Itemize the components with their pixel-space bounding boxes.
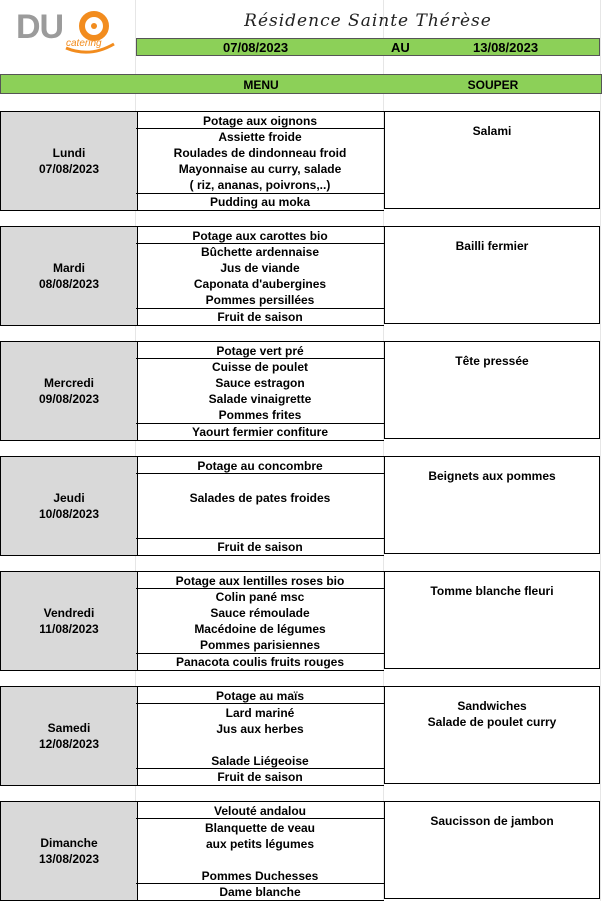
- menu-item: Velouté andalou: [213, 804, 306, 818]
- menu-item: Potage aux lentilles roses bio: [175, 574, 345, 588]
- menu-item: Pudding au moka: [209, 195, 310, 209]
- day-name: Samedi: [47, 721, 91, 735]
- menu-item: Potage aux oignons: [202, 114, 317, 128]
- menu-item: Potage vert pré: [216, 344, 304, 358]
- day-name: Mercredi: [43, 376, 95, 390]
- menu-item: Potage au maïs: [215, 689, 305, 703]
- menu-item: Fruit de saison: [217, 540, 303, 554]
- souper-cell: [384, 571, 600, 669]
- souper-column-header: SOUPER: [467, 78, 519, 92]
- menu-item: Pommes Duchesses: [201, 869, 319, 883]
- day-name: Vendredi: [43, 606, 95, 620]
- menu-item: Assiette froide: [218, 130, 302, 144]
- souper-cell: [384, 111, 600, 209]
- day-cell: [0, 686, 138, 786]
- date-range-bar: [136, 38, 600, 56]
- menu-item: ( riz, ananas, poivrons,..): [189, 178, 331, 192]
- souper-item: Saucisson de jambon: [430, 814, 554, 828]
- day-block: [0, 686, 602, 784]
- menu-item: Jus aux herbes: [216, 722, 304, 736]
- souper-cell: [384, 341, 600, 439]
- souper-cell: [384, 226, 600, 324]
- menu-column-header: MENU: [243, 78, 279, 92]
- svg-text:DU: DU: [16, 8, 64, 46]
- menu-item: Blanquette de veau: [204, 821, 316, 835]
- day-cell: [0, 341, 138, 441]
- day-block: [0, 571, 602, 669]
- day-date: 10/08/2023: [38, 507, 100, 521]
- souper-item: Tête pressée: [455, 354, 529, 368]
- souper-cell: [384, 686, 600, 784]
- souper-item: Sandwiches: [457, 699, 527, 713]
- menu-item: aux petits légumes: [205, 837, 315, 851]
- day-date: 13/08/2023: [38, 852, 100, 866]
- menu-cell: [136, 456, 384, 556]
- day-block: [0, 341, 602, 439]
- menu-item: Dame blanche: [219, 885, 301, 899]
- page-title: Résidence Sainte Thérèse: [244, 11, 492, 31]
- duo-catering-logo: [14, 6, 122, 58]
- menu-item: Salades de pates froides: [189, 491, 331, 505]
- day-name: Jeudi: [53, 491, 85, 505]
- menu-item: Caponata d'aubergines: [193, 277, 327, 291]
- menu-item: Salade Liégeoise: [211, 754, 309, 768]
- menu-item: Fruit de saison: [217, 310, 303, 324]
- souper-cell: [384, 801, 600, 899]
- menu-item: Roulades de dindonneau froid: [173, 146, 347, 160]
- day-block: [0, 801, 602, 899]
- menu-cell: [136, 686, 384, 786]
- day-name: Dimanche: [40, 836, 98, 850]
- menu-cell: [136, 801, 384, 901]
- day-cell: [0, 801, 138, 901]
- menu-item: Macédoine de légumes: [194, 622, 326, 636]
- souper-item: Salade de poulet curry: [427, 715, 557, 729]
- menu-cell: [136, 571, 384, 671]
- menu-item: Cuisse de poulet: [211, 360, 309, 374]
- day-block: [0, 111, 602, 209]
- day-cell: [0, 111, 138, 211]
- day-date: 07/08/2023: [38, 162, 100, 176]
- menu-item: Fruit de saison: [217, 770, 303, 784]
- souper-item: Tomme blanche fleuri: [430, 584, 554, 598]
- menu-item: Pommes persillées: [205, 293, 315, 307]
- menu-item: Bûchette ardennaise: [200, 245, 320, 259]
- menu-cell: [136, 226, 384, 326]
- menu-item: Sauce rémoulade: [210, 606, 310, 620]
- date-separator: AU: [391, 40, 410, 55]
- menu-item: Colin pané msc: [215, 590, 305, 604]
- column-header-bar: [0, 74, 602, 94]
- day-block: [0, 226, 602, 324]
- menu-item: Mayonnaise au curry, salade: [178, 162, 342, 176]
- menu-cell: [136, 111, 384, 211]
- souper-item: Beignets aux pommes: [428, 469, 556, 483]
- day-name: Mardi: [52, 261, 85, 275]
- date-from: 07/08/2023: [223, 40, 289, 55]
- menu-item: Potage aux carottes bio: [192, 229, 328, 243]
- menu-item: Panacota coulis fruits rouges: [175, 655, 345, 669]
- menu-item: Potage au concombre: [197, 459, 323, 473]
- menu-item: Yaourt fermier confiture: [191, 425, 329, 439]
- menu-item: Sauce estragon: [215, 376, 305, 390]
- day-date: 12/08/2023: [38, 737, 100, 751]
- day-date: 08/08/2023: [38, 277, 100, 291]
- day-cell: [0, 226, 138, 326]
- day-date: 11/08/2023: [39, 622, 99, 636]
- logo-subtitle: catering: [66, 38, 102, 49]
- date-to: 13/08/2023: [473, 40, 539, 55]
- day-cell: [0, 456, 138, 556]
- souper-item: Bailli fermier: [455, 239, 529, 253]
- menu-item: Lard mariné: [225, 706, 295, 720]
- day-name: Lundi: [52, 146, 86, 160]
- menu-item: Pommes parisiennes: [199, 638, 321, 652]
- menu-cell: [136, 341, 384, 441]
- day-cell: [0, 571, 138, 671]
- souper-cell: [384, 456, 600, 554]
- souper-item: Salami: [472, 124, 512, 138]
- menu-item: Salade vinaigrette: [208, 392, 312, 406]
- day-block: [0, 456, 602, 554]
- menu-item: Pommes frites: [218, 408, 302, 422]
- day-date: 09/08/2023: [38, 392, 100, 406]
- menu-item: Jus de viande: [220, 261, 300, 275]
